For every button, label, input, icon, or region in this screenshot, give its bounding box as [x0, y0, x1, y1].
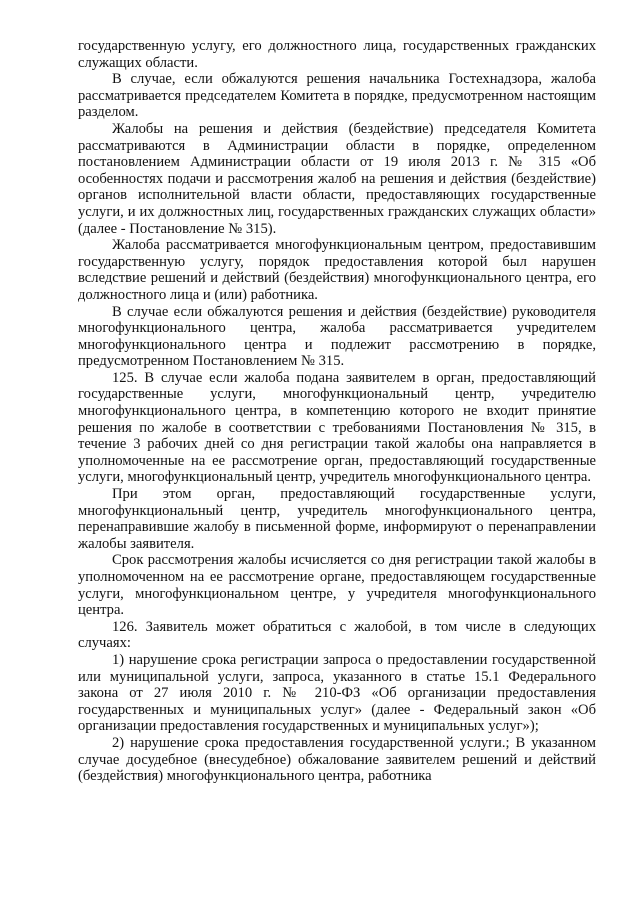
paragraph-case-1: 1) нарушение срока регистрации запроса о предоставлении государственной или муниципальной услуги, запроса, указанного в статье 15.1 Федерального закона от 27 июля 2010 г. № 210-ФЗ «Об организации предоставления государственных и муниципальных услуг» (далее - Федеральный закон «Об организации предоставления государственных и муниципальных услуг»); — [78, 651, 596, 735]
document-page — [78, 38, 596, 785]
paragraph-item-125: 125. В случае если жалоба подана заявителем в орган, предоставляющий государственные услуги, многофункциональный центр, учредителю многофункционального центра, в компетенцию которого не входит принятие решения по жалобе в соответствии с требованиями Постановления № 315, в течение 3 рабочих дней со дня регистрации такой жалобы она направляется в уполномоченные на ее рассмотрение орган, предоставляющий государственные услуги, многофункциональный центр, учредитель многофункционального центра. — [78, 369, 596, 486]
paragraph-review-term: Срок рассмотрения жалобы исчисляется со дня регистрации такой жалобы в уполномоченном на ее рассмотрение органе, предоставляющем государственные услуги, многофункциональном центре, у учредителя многофункционального центра. — [78, 552, 596, 619]
paragraph-redirect-notice: При этом орган, предоставляющий государственные услуги, многофункциональный центр, учредитель многофункционального центра, перенаправившие жалобу в письменной форме, информируют о перенаправлении жалобы заявителя. — [78, 486, 596, 552]
paragraph-committee-chair-appeal: Жалобы на решения и действия (бездействие) председателя Комитета рассматриваются в Администрации области в порядке, определенном постановлением Администрации области от 19 июля 2013 г. № 315 «Об особенностях подачи и рассмотрения жалоб на решения и действия (бездействие) органов исполнительной власти области, предоставляющих государственные услуги, и их должностных лиц, государственных гражданских служащих области» (далее - Постановление № 315). — [78, 120, 596, 237]
paragraph-mfc-review: Жалоба рассматривается многофункциональным центром, предоставившим государственную услугу, порядок предоставления которой был нарушен вследствие решений и действий (бездействия) многофункционального центра, его должностного лица и (или) работника. — [78, 237, 596, 303]
paragraph-mfc-head-appeal: В случае если обжалуются решения и действия (бездействие) руководителя многофункционального центра, жалоба рассматривается учредителем многофункционального центра и подлежит рассмотрению в порядке, предусмотренном Постановлением № 315. — [78, 303, 596, 370]
paragraph-case-2: 2) нарушение срока предоставления государственной услуги.; В указанном случае досудебное (внесудебное) обжалование заявителем решений и действий (бездействия) многофункционального центра, работника — [78, 734, 596, 785]
paragraph-continuation: государственную услугу, его должностного лица, государственных гражданских служащих области. — [78, 38, 596, 71]
paragraph-gostekhnadzor-appeal: В случае, если обжалуются решения начальника Гостехнадзора, жалоба рассматривается председателем Комитета в порядке, предусмотренном настоящим разделом. — [78, 71, 596, 121]
paragraph-item-126: 126. Заявитель может обратиться с жалобой, в том числе в следующих случаях: — [78, 618, 596, 652]
